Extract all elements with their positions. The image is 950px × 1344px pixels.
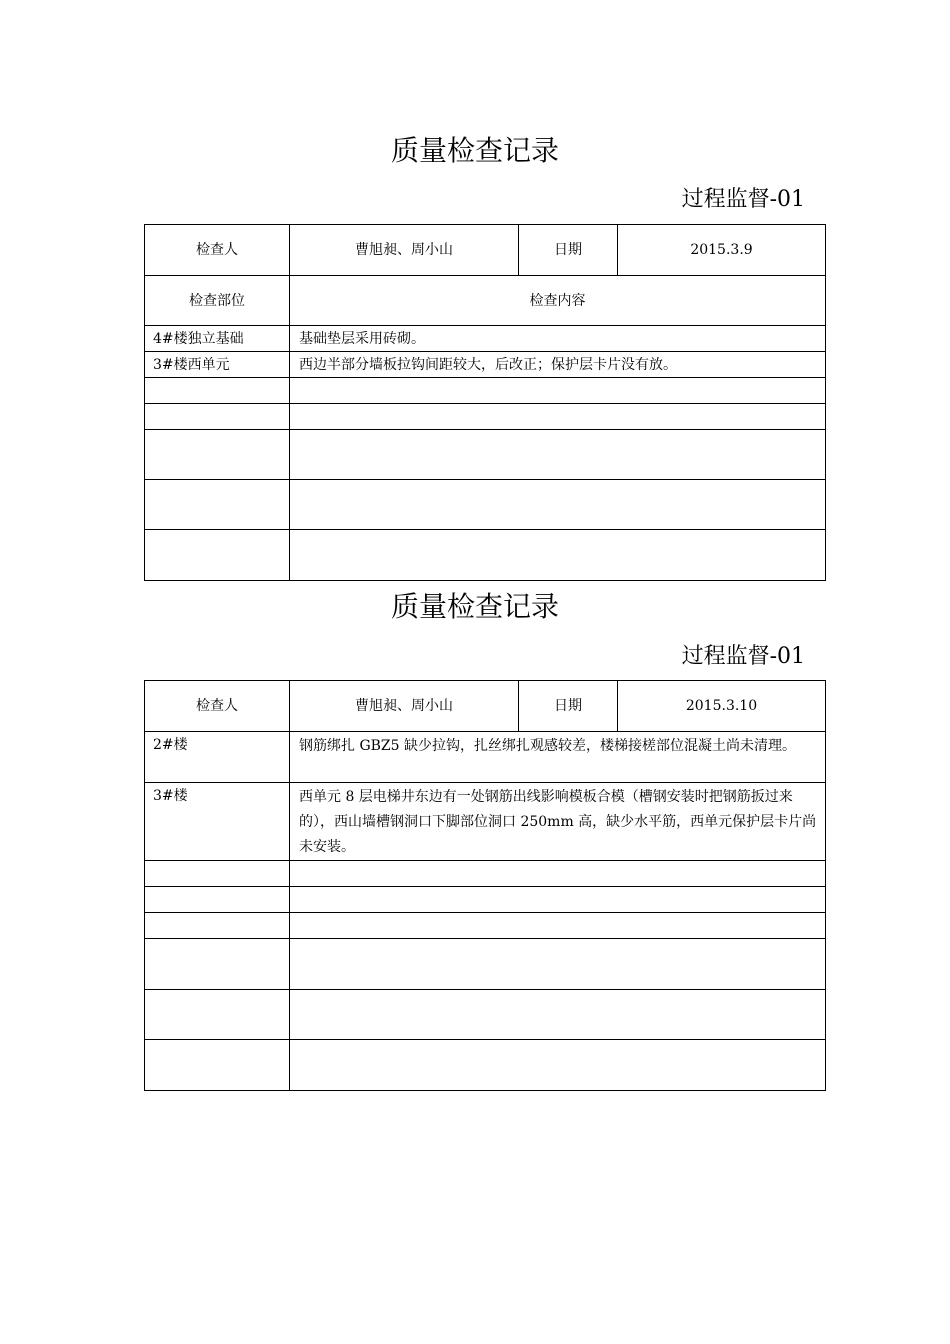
table-row bbox=[145, 378, 826, 404]
table-row bbox=[145, 1040, 826, 1091]
row-content: 钢筋绑扎 GBZ5 缺少拉钩，扎丝绑扎观感较差，楼梯接槎部位混凝土尚未清理。 bbox=[290, 732, 826, 783]
record-2-table bbox=[144, 680, 826, 1091]
header-row bbox=[145, 225, 826, 276]
row-content bbox=[290, 480, 826, 530]
content-label: 检查内容 bbox=[290, 276, 826, 326]
row-content bbox=[290, 990, 826, 1040]
record-1-code: 过程监督-01 bbox=[681, 187, 805, 212]
table-row bbox=[145, 861, 826, 887]
table-row bbox=[145, 732, 826, 783]
row-location: 3#楼西单元 bbox=[145, 352, 290, 378]
date-value: 2015.3.10 bbox=[618, 681, 826, 732]
row-content bbox=[290, 861, 826, 887]
date-label: 日期 bbox=[519, 225, 618, 276]
row-location bbox=[145, 990, 290, 1040]
row-location bbox=[145, 1040, 290, 1091]
row-content: 西边半部分墙板拉钩间距较大，后改正；保护层卡片没有放。 bbox=[290, 352, 826, 378]
row-content bbox=[290, 378, 826, 404]
row-content bbox=[290, 913, 826, 939]
row-location bbox=[145, 378, 290, 404]
row-location: 2#楼 bbox=[145, 732, 290, 783]
table-row bbox=[145, 783, 826, 861]
row-content: 基础垫层采用砖砌。 bbox=[290, 326, 826, 352]
table-row bbox=[145, 480, 826, 530]
table-row bbox=[145, 530, 826, 581]
row-location bbox=[145, 939, 290, 990]
row-content bbox=[290, 1040, 826, 1091]
row-location bbox=[145, 861, 290, 887]
table-row bbox=[145, 352, 826, 378]
date-value: 2015.3.9 bbox=[618, 225, 826, 276]
part-label: 检查部位 bbox=[145, 276, 290, 326]
row-content bbox=[290, 404, 826, 430]
row-content bbox=[290, 887, 826, 913]
inspector-label: 检查人 bbox=[145, 225, 290, 276]
inspector-value: 曹旭昶、周小山 bbox=[290, 681, 519, 732]
date-label: 日期 bbox=[519, 681, 618, 732]
table-row bbox=[145, 326, 826, 352]
row-content bbox=[290, 430, 826, 480]
row-location bbox=[145, 887, 290, 913]
row-location bbox=[145, 530, 290, 581]
record-1-title: 质量检查记录 bbox=[390, 134, 559, 167]
table-row bbox=[145, 939, 826, 990]
row-content bbox=[290, 530, 826, 581]
row-content bbox=[290, 939, 826, 990]
table-row bbox=[145, 990, 826, 1040]
record-1-table bbox=[144, 224, 826, 581]
table-row bbox=[145, 404, 826, 430]
inspector-label: 检查人 bbox=[145, 681, 290, 732]
row-location bbox=[145, 430, 290, 480]
row-location bbox=[145, 913, 290, 939]
row-location: 3#楼 bbox=[145, 783, 290, 861]
table-row bbox=[145, 430, 826, 480]
row-content: 西单元 8 层电梯井东边有一处钢筋出线影响模板合模（槽钢安装时把钢筋扳过来的），西山墙槽钢洞口下脚部位洞口 250mm 高，缺少水平筋，西单元保护层卡片尚未安装。 bbox=[290, 783, 826, 861]
record-2-code: 过程监督-01 bbox=[681, 644, 805, 669]
header-row bbox=[145, 681, 826, 732]
record-2-title: 质量检查记录 bbox=[390, 590, 559, 623]
row-location bbox=[145, 404, 290, 430]
row-location bbox=[145, 480, 290, 530]
inspector-value: 曹旭昶、周小山 bbox=[290, 225, 519, 276]
row-location: 4#楼独立基础 bbox=[145, 326, 290, 352]
table-row bbox=[145, 887, 826, 913]
column-header-row bbox=[145, 276, 826, 326]
table-row bbox=[145, 913, 826, 939]
